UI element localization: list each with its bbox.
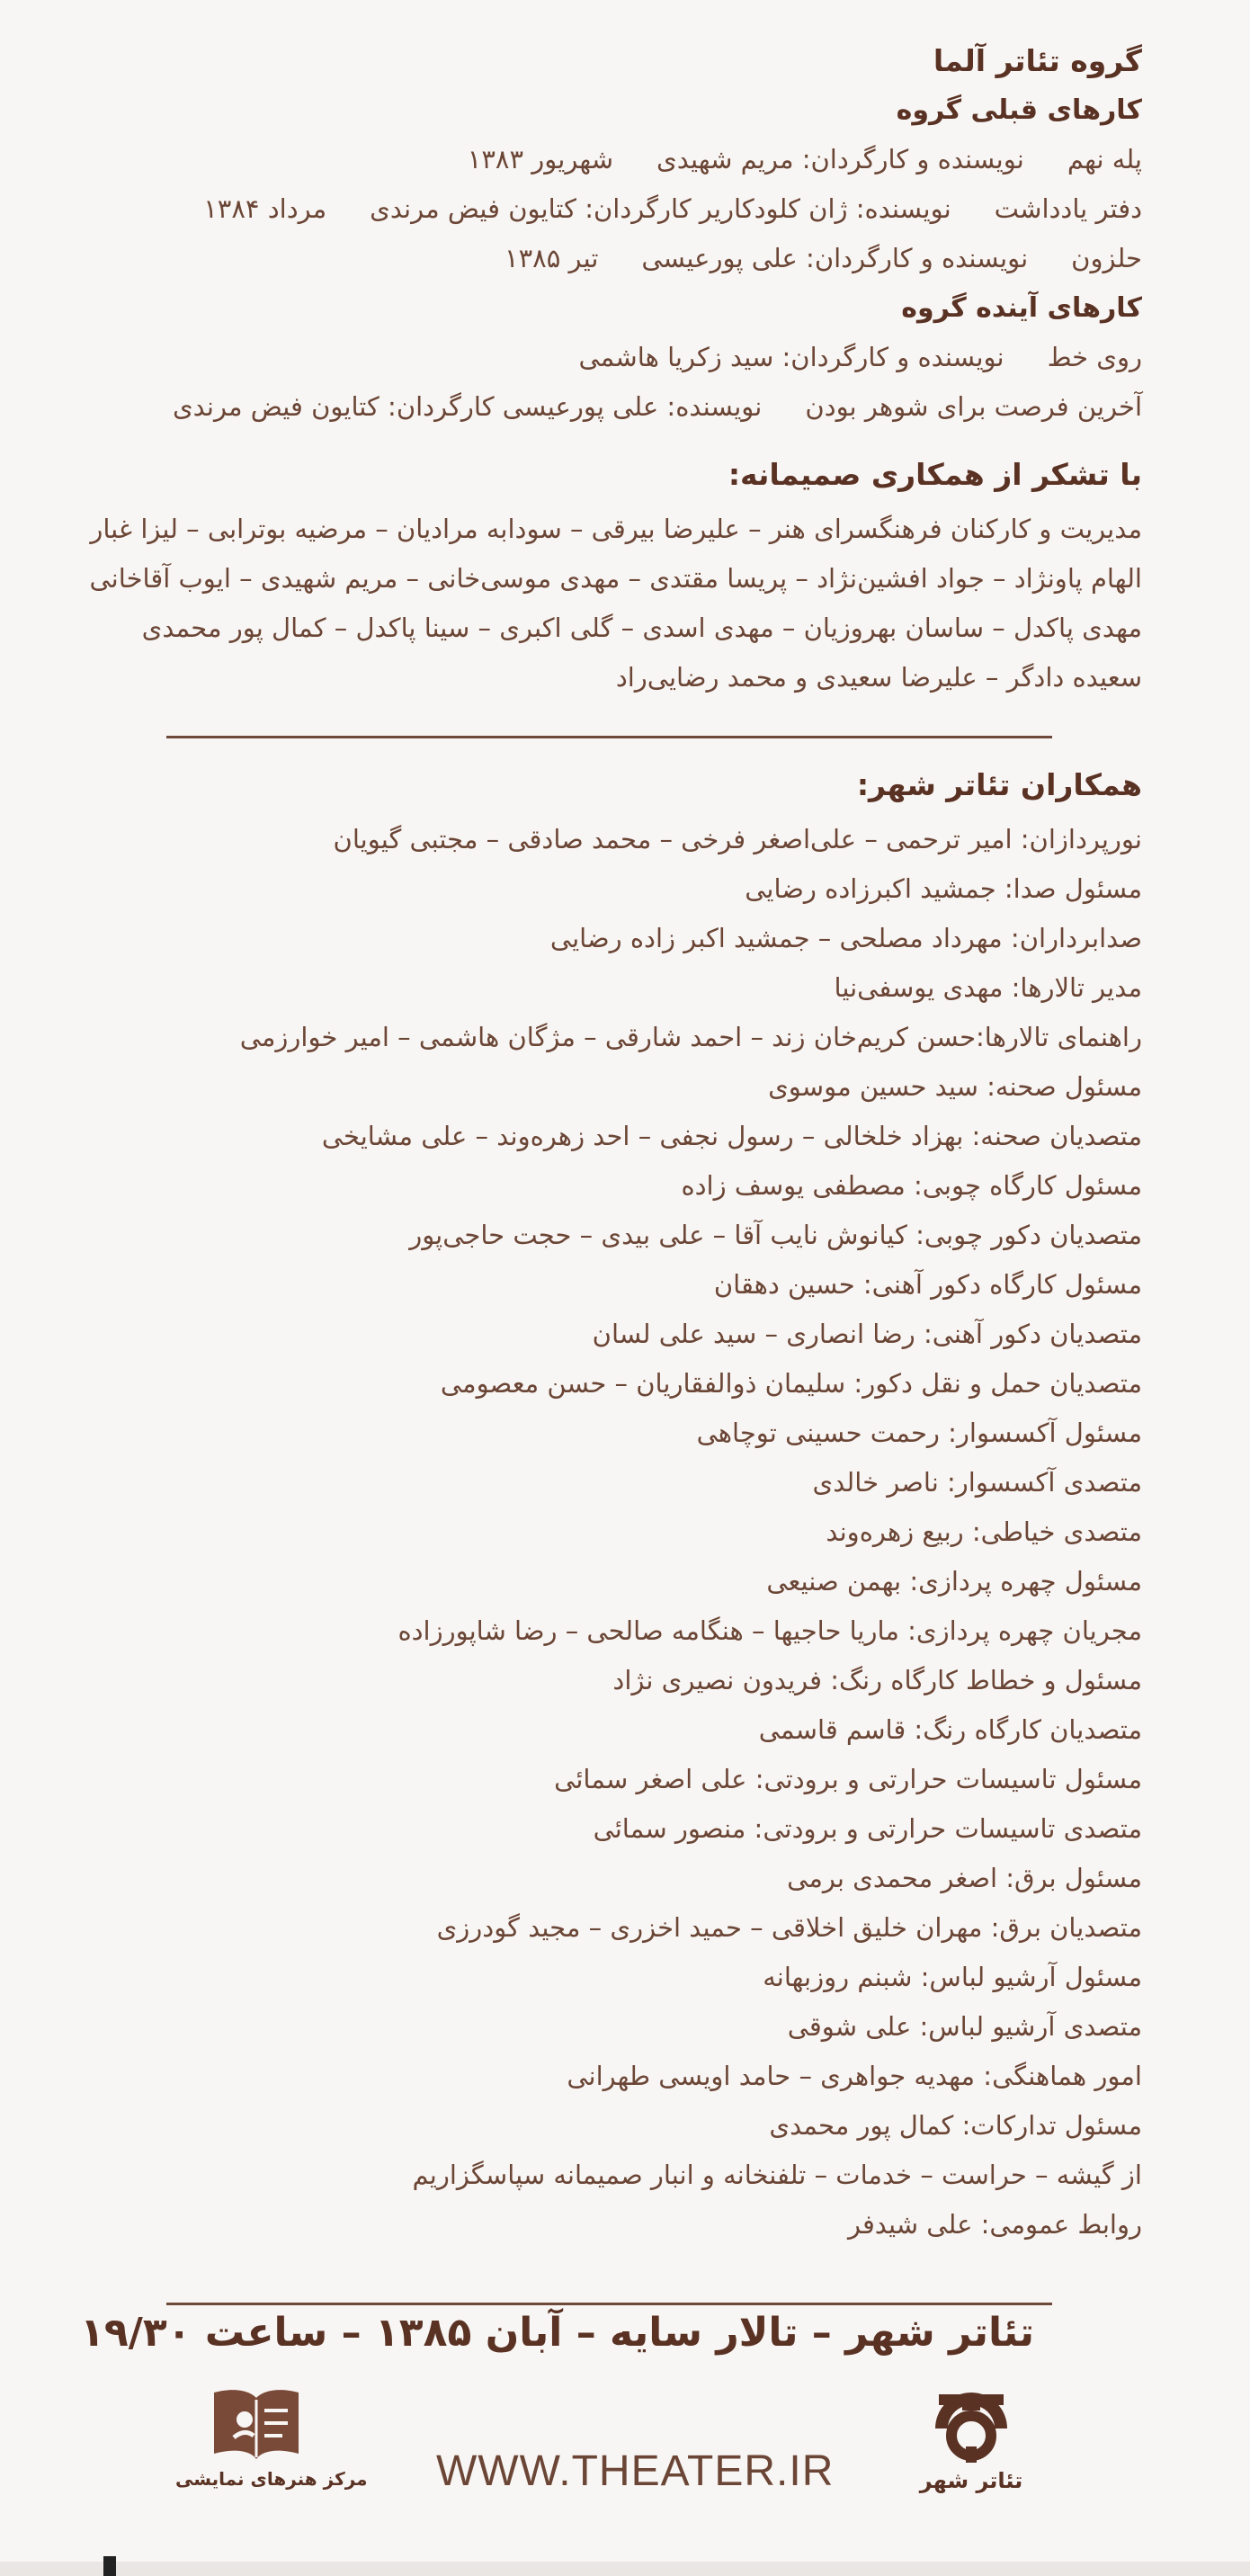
staff-line: متصدیان کارگاه رنگ: قاسم قاسمی xyxy=(758,1714,1142,1745)
work-name: پله نهم xyxy=(1067,144,1142,174)
theater-shahr-logo-icon xyxy=(926,2384,1016,2464)
staff-line: مدیر تالارها: مهدی یوسفی‌نیا xyxy=(834,972,1142,1003)
staff-line: مسئول صدا: جمشید اکبرزاده رضایی xyxy=(745,873,1142,904)
staff-line: مسئول و خطاط کارگاه رنگ: فریدون نصیری نژاد xyxy=(612,1665,1142,1695)
past-work-item xyxy=(18,184,1142,234)
past-work-item xyxy=(18,234,1142,283)
staff-line: راهنمای تالارها:حسن کریم‌خان زند – احمد شارقی – مژگان هاشمی – امیر خوارزمی xyxy=(239,1022,1142,1052)
thanks-section xyxy=(18,445,1142,702)
staff-line: مسئول آکسسوار: رحمت حسینی توچاهی xyxy=(696,1418,1142,1448)
staff-line: متصدیان برق: مهران خلیق اخلاقی – حمید اخزری – مجید گودرزی xyxy=(436,1912,1142,1943)
work-name: دفتر یادداشت xyxy=(994,193,1142,224)
page-edge xyxy=(0,2562,1250,2576)
section-divider xyxy=(166,736,1052,738)
thanks-line: الهام پاونژاد – جواد افشین‌نژاد – پریسا مقتدی – مهدی موسی‌خانی – مریم شهیدی – ایوب آقاخانی xyxy=(89,563,1142,594)
staff-line: نورپردازان: امیر ترحمی – علی‌اصغر فرخی – محمد صادقی – مجتبی گیویان xyxy=(333,824,1142,854)
staff-line: متصدی تاسیسات حرارتی و برودتی: منصور سمائی xyxy=(593,1813,1142,1844)
staff-line: مسئول صحنه: سید حسین موسوی xyxy=(768,1071,1142,1102)
work-date: مرداد ۱۳۸۴ xyxy=(203,193,327,224)
work-name: حلزون xyxy=(1071,243,1142,273)
staff-line: متصدی آرشیو لباس: علی شوقی xyxy=(787,2011,1142,2042)
work-credits: نویسنده و کارگردان: سید زکریا هاشمی xyxy=(578,342,1004,372)
footer-divider xyxy=(166,2303,1052,2305)
thanks-line: مهدی پاکدل – ساسان بهروزیان – مهدی اسدی – گلی اکبری – سینا پاکدل – کمال پور محمدی xyxy=(141,613,1142,643)
staff-line: روابط عمومی: علی شیدفر xyxy=(847,2209,1142,2240)
right-logo-caption: تئاتر شهر xyxy=(919,2468,1023,2493)
thanks-heading: با تشکر از همکاری صمیمانه: xyxy=(728,457,1142,492)
future-work-item xyxy=(18,382,1142,432)
staff-line: متصدیان صحنه: بهزاد خلخالی – رسول نجفی – احد زهره‌وند – علی مشایخی xyxy=(321,1121,1142,1151)
staff-line: مسئول تاسیسات حرارتی و برودتی: علی اصغر سمائی xyxy=(554,1764,1142,1794)
staff-line: متصدی آکسسوار: ناصر خالدی xyxy=(812,1467,1142,1498)
future-work-item xyxy=(18,333,1142,382)
work-credits: نویسنده: ژان کلودکاریر کارگردان: کتایون فیض مرندی xyxy=(370,193,951,224)
staff-line: متصدیان دکور آهنی: رضا انصاری – سید علی لسان xyxy=(592,1319,1142,1349)
group-title: گروه تئاتر آلما xyxy=(933,43,1142,78)
work-name: آخرین فرصت برای شوهر بودن xyxy=(805,391,1142,422)
group-section xyxy=(18,36,1142,432)
staff-line: مجریان چهره پردازی: ماریا حاجیها – هنگامه صالحی – رضا شاپورزاده xyxy=(397,1615,1142,1646)
past-work-item xyxy=(18,135,1142,184)
staff-line: مسئول تدارکات: کمال پور محمدی xyxy=(769,2110,1142,2141)
website-link[interactable]: WWW.THEATER.IR xyxy=(436,2447,835,2495)
performance-info: تئاتر شهر – تالار سایه – آبان ۱۳۸۵ – ساعت ۱۹/۳۰ xyxy=(80,2310,1034,2356)
past-works-heading: کارهای قبلی گروه xyxy=(896,94,1142,126)
staff-line: امور هماهنگی: مهدیه جواهری – حامد اویسی طهرانی xyxy=(567,2061,1142,2091)
staff-line: متصدیان دکور چوبی: کیانوش نایب آقا – علی بیدی – حجت حاجی‌پور xyxy=(409,1220,1142,1250)
thanks-line: مدیریت و کارکنان فرهنگسرای هنر – علیرضا بیرقی – سودابه مرادیان – مرضیه بوترابی – لیزا غبار xyxy=(90,514,1142,544)
scan-mark xyxy=(103,2556,116,2576)
staff-line: متصدیان حمل و نقل دکور: سلیمان ذوالفقاریان – حسن معصومی xyxy=(440,1368,1142,1399)
left-logo-caption: مرکز هنرهای نمایشی xyxy=(175,2468,368,2490)
staff-line: متصدی خیاطی: ربیع زهره‌وند xyxy=(826,1516,1142,1547)
work-name: روی خط xyxy=(1047,342,1142,372)
staff-line: صدابرداران: مهرداد مصلحی – جمشید اکبر زاده رضایی xyxy=(549,923,1142,953)
work-credits: نویسنده و کارگردان: مریم شهیدی xyxy=(656,144,1024,174)
staff-line: مسئول چهره پردازی: بهمن صنیعی xyxy=(766,1566,1142,1597)
theater-shahr-logo xyxy=(899,2384,1043,2493)
book-logo-icon xyxy=(207,2384,306,2464)
staff-line: مسئول کارگاه چوبی: مصطفی یوسف زاده xyxy=(681,1170,1142,1201)
performing-arts-center-logo xyxy=(175,2384,368,2490)
staff-line: مسئول آرشیو لباس: شبنم روزبهانه xyxy=(763,1962,1142,1992)
work-date: شهریور ۱۳۸۳ xyxy=(467,144,614,174)
work-credits: نویسنده و کارگردان: علی پورعیسی xyxy=(641,243,1029,273)
thanks-line: سعیده دادگر – علیرضا سعیدی و محمد رضایی‌راد xyxy=(615,662,1142,693)
staff-section xyxy=(18,756,1142,2250)
staff-line: مسئول برق: اصغر محمدی برمی xyxy=(787,1863,1142,1893)
work-date: تیر ۱۳۸۵ xyxy=(504,243,599,273)
staff-heading: همکاران تئاتر شهر: xyxy=(856,767,1142,802)
staff-line: مسئول کارگاه دکور آهنی: حسین دهقان xyxy=(713,1269,1142,1300)
staff-line: از گیشه – حراست – خدمات – تلفنخانه و انبار صمیمانه سپاسگزاریم xyxy=(412,2160,1142,2190)
work-credits: نویسنده: علی پورعیسی کارگردان: کتایون فیض مرندی xyxy=(172,391,763,422)
future-works-heading: کارهای آینده گروه xyxy=(901,292,1142,324)
